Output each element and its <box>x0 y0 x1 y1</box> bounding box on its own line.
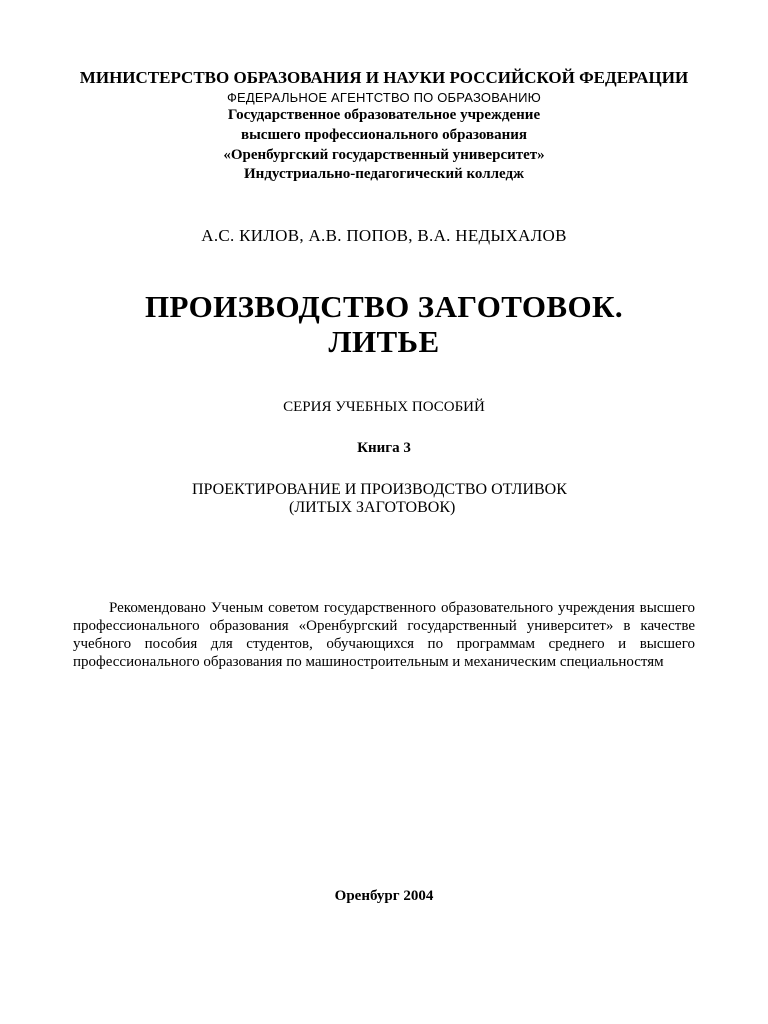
institution-line-4: Индустриально-педагогический колледж <box>244 166 524 182</box>
authors: А.С. КИЛОВ, А.В. ПОПОВ, В.А. НЕДЫХАЛОВ <box>201 226 567 245</box>
city-year: Оренбург 2004 <box>334 888 434 904</box>
subtitle-line-2: (ЛИТЫХ ЗАГОТОВОК) <box>289 499 456 516</box>
institution-line-2: высшего профессионального образования <box>240 127 527 143</box>
book-number: Книга 3 <box>357 440 411 456</box>
recommendation-paragraph: Рекомендовано Ученым советом государственного образовательного учреждения высшего профессионального образования «Оренбургский государственный университет» в качестве учебного пособия для студентов, обучающихся по программам среднего и высшего профессионального образования по машиностроительным и механическим специальностям <box>73 600 695 670</box>
book-title-line-2: ЛИТЬЕ <box>328 324 440 359</box>
series-label: СЕРИЯ УЧЕБНЫХ ПОСОБИЙ <box>283 399 485 415</box>
institution-line-1: Государственное образовательное учреждение <box>227 107 541 123</box>
ministry-heading: МИНИСТЕРСТВО ОБРАЗОВАНИЯ И НАУКИ РОССИЙСКОЙ ФЕДЕРАЦИИ <box>79 68 689 87</box>
institution-line-3: «Оренбургский государственный университет» <box>223 147 545 163</box>
subtitle-line-1: ПРОЕКТИРОВАНИЕ И ПРОИЗВОДСТВО ОТЛИВОК <box>192 481 567 498</box>
agency-heading: ФЕДЕРАЛЬНОЕ АГЕНТСТВО ПО ОБРАЗОВАНИЮ <box>226 90 542 105</box>
book-title-line-1: ПРОИЗВОДСТВО ЗАГОТОВОК. <box>144 289 624 324</box>
